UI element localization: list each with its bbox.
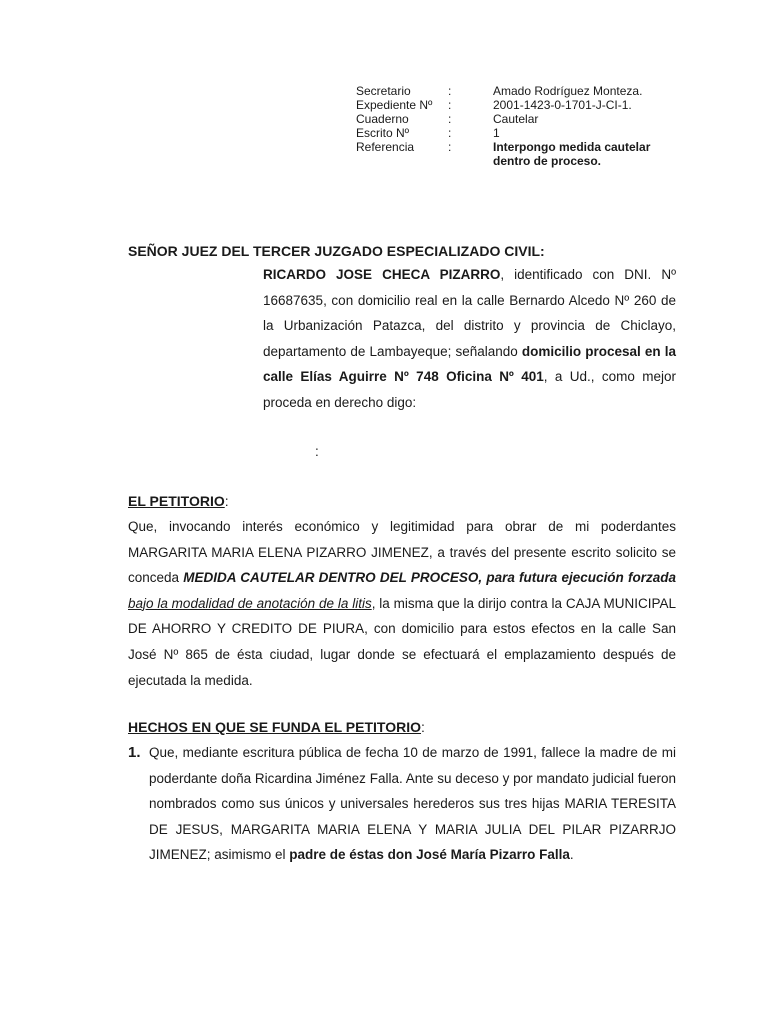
hechos-title-colon: :: [421, 719, 425, 735]
petitorio-title-colon: :: [224, 493, 229, 509]
intro-text: , identificado con DNI. Nº 16687635, con domicilio real en la calle Bernardo Alcedo Nº 260 de la Urbanización Patazca, del distrito y provincia de Chiclayo, departamento de Lambayeque; señalando: [263, 267, 676, 359]
petitorio-text-end: , la misma que la dirijo contra la CAJA MUNICIPAL DE AHORRO Y CREDITO DE PIURA, con domicilio para estos efectos en la calle San José Nº 865 de ésta ciudad, lugar donde se efectuará el emplazamiento después de ejecutada la medida.: [128, 595, 676, 688]
judge-heading: SEÑOR JUEZ DEL TERCER JUZGADO ESPECIALIZADO CIVIL:: [128, 243, 545, 259]
header-label: Escrito Nº: [356, 126, 410, 140]
item-text-end: .: [569, 847, 574, 863]
header-value: Amado Rodríguez Monteza.: [493, 84, 643, 98]
header-colon: :: [448, 112, 452, 126]
item-text: [149, 740, 676, 868]
header-colon: [448, 154, 493, 168]
header-row-expediente: [356, 98, 733, 112]
header-label: Cuaderno: [356, 112, 409, 126]
header-row-escrito: [356, 126, 733, 140]
header-value: Cautelar: [493, 112, 539, 126]
hechos-title-text: HECHOS EN QUE SE FUNDA EL PETITORIO: [128, 719, 422, 735]
petitorio-paragraph: [128, 514, 676, 693]
header-value: 2001-1423-0-1701-J-CI-1.: [493, 98, 632, 112]
hechos-title: [128, 714, 425, 740]
header-label: Secretario: [356, 84, 411, 98]
header-label: [356, 154, 448, 168]
item-number: 1.: [128, 744, 141, 761]
header-row-referencia-cont: [356, 154, 733, 168]
intro-colon: :: [315, 444, 319, 459]
header-value: Interpongo medida cautelar: [493, 140, 651, 154]
header-label: Referencia: [356, 140, 415, 154]
modalidad-litis: bajo la modalidad de anotación de la litis: [128, 595, 372, 611]
intro-paragraph: [263, 262, 676, 416]
petitorio-text: Que, invocando interés económico y legitimidad para obrar de mi poderdantes MARGARITA MARIA ELENA PIZARRO JIMENEZ, a través del presente escrito solicito se conceda: [128, 519, 676, 586]
petitioner-name: RICARDO JOSE CHECA PIZARRO: [263, 267, 501, 282]
header-label: Expediente Nº: [356, 98, 433, 112]
header-colon: :: [448, 98, 452, 112]
header-row-cuaderno: [356, 112, 733, 126]
header-colon: :: [448, 84, 452, 98]
header-colon: :: [448, 140, 452, 154]
header-value: dentro de proceso.: [493, 154, 602, 168]
hechos-item: [128, 740, 676, 868]
procedural-domicile: domicilio procesal en la calle Elías Aguirre Nº 748 Oficina Nº 401: [263, 343, 676, 385]
intro-text-end: , a Ud., como mejor proceda en derecho digo:: [263, 369, 676, 410]
header-row-referencia: [356, 140, 733, 154]
case-header: [356, 84, 733, 168]
item-text-body: Que, mediante escritura pública de fecha 10 de marzo de 1991, fallece la madre de mi poderdante doña Ricardina Jiménez Falla. Ante su deceso y por mandato judicial fueron nombrados como sus únicos y universales herederos sus tres hijas MARIA TERESITA DE JESUS, MARGARITA MARIA ELENA Y MARIA JULIA DEL PILAR PIZARRJO JIMENEZ; asimismo el: [149, 745, 676, 863]
item-text-bold: padre de éstas don José María Pizarro Falla: [289, 847, 570, 863]
header-colon: :: [448, 126, 452, 140]
header-value: 1: [493, 126, 500, 140]
petitorio-title: [128, 488, 229, 514]
header-row-secretario: [356, 84, 733, 98]
petitorio-title-text: EL PETITORIO: [128, 493, 225, 509]
medida-cautelar: MEDIDA CAUTELAR DENTRO DEL PROCESO, para futura ejecución forzada: [183, 570, 677, 586]
